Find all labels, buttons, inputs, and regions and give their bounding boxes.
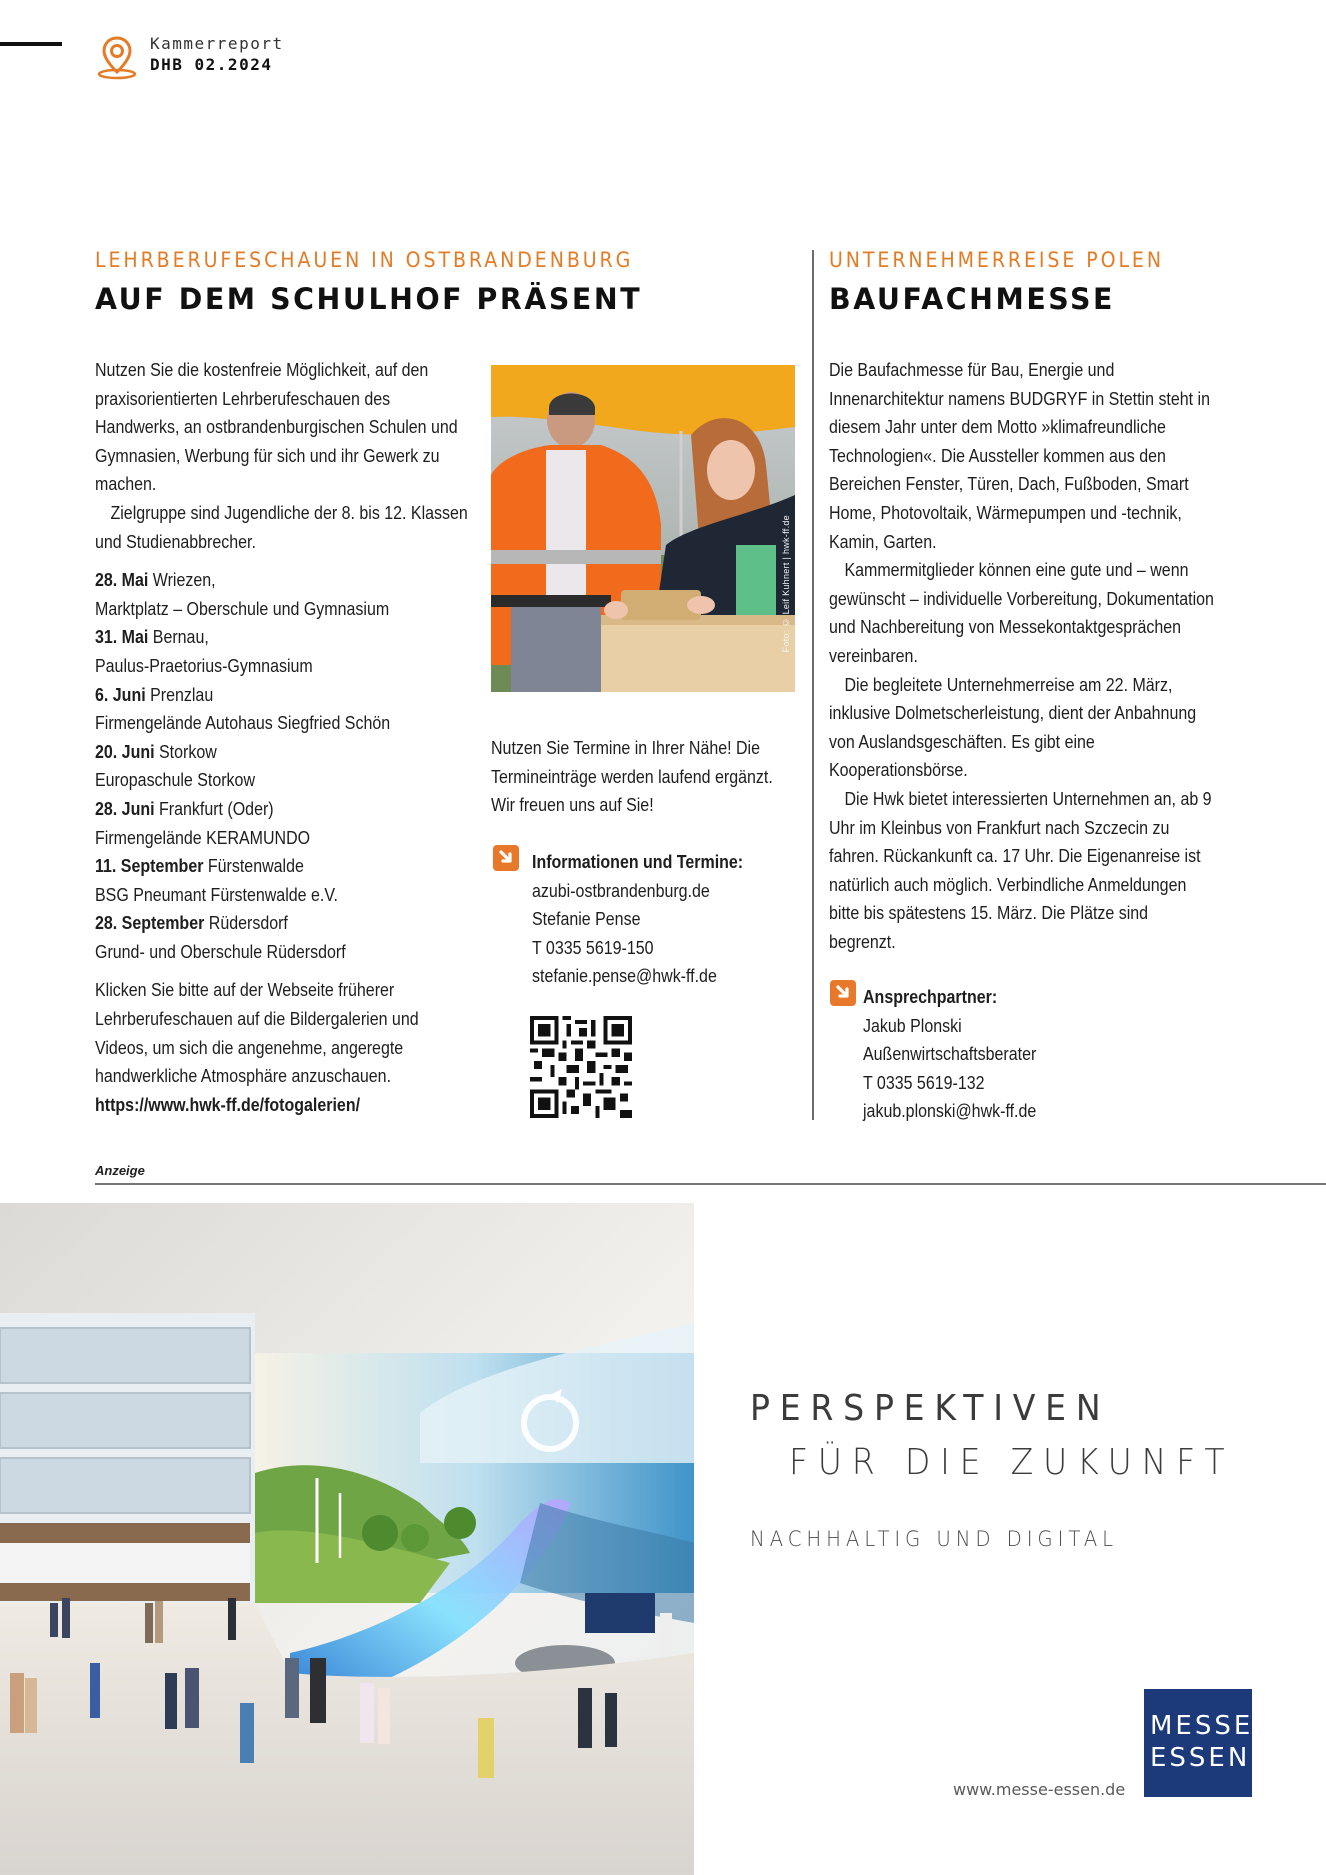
ad-url[interactable]: www.messe-essen.de — [953, 1780, 1126, 1799]
location-pin-icon — [96, 34, 138, 80]
right-article-label: UNTERNEHMERREISE POLEN — [829, 248, 1164, 272]
event-item — [95, 852, 473, 881]
event-date: 31. Mai — [95, 626, 149, 648]
paragraph: Die Hwk bietet interessierten Unternehmen an, ab 9 Uhr im Kleinbus von Frankfurt nach Szczecin zu fahren. Rückankunft ca. 17 Uhr. Die Eigenanreise ist natürlich auch möglich. Verbindliche Anmeldungen bitte bis spätestens 15. März. Die Plätze sind begrenzt. — [829, 787, 1212, 952]
info-block — [532, 848, 790, 991]
contact-heading: Ansprechpartner: — [863, 986, 998, 1007]
event-city: Fürstenwalde — [207, 855, 304, 877]
ad-headline-line-2: FÜR DIE ZUKUNFT — [789, 1442, 1235, 1483]
event-city: Bernau, — [152, 626, 209, 648]
event-venue: Grund- und Oberschule Rüdersdorf — [95, 940, 346, 962]
ad-rule — [95, 1183, 1326, 1185]
event-venue: Paulus-Praetorius-Gymnasium — [95, 654, 313, 676]
left-article-body — [95, 356, 473, 1119]
event-item — [95, 795, 473, 824]
paragraph: Kammermitglieder können eine gute und – wenn gewünscht – individuelle Vorbereitung, Dokumentation und Nachbereitung von Messekontaktgesprächen vereinbaren. — [829, 559, 1214, 666]
contact-email[interactable]: jakub.plonski@hwk-ff.de — [863, 1100, 1037, 1122]
event-venue: Firmengelände KERAMUNDO — [95, 826, 311, 848]
info-website[interactable]: azubi-ostbrandenburg.de — [532, 879, 710, 901]
outro-paragraph: Klicken Sie bitte auf der Webseite früherer Lehrberufeschauen auf die Bildergalerien und Videos, um sich die angenehme, angeregte handwerkliche Atmosphäre anzuschauen. — [95, 979, 419, 1087]
issue-label: DHB 02.2024 — [150, 55, 273, 74]
messe-essen-logo — [1144, 1689, 1252, 1797]
event-city: Storkow — [159, 740, 217, 762]
left-article-title: AUF DEM SCHULHOF PRÄSENT — [95, 282, 643, 316]
section-kicker: Kammerreport — [150, 34, 284, 53]
event-date: 28. Mai — [95, 569, 149, 591]
event-city: Frankfurt (Oder) — [159, 797, 274, 819]
event-item — [95, 681, 473, 710]
event-date: 28. September — [95, 912, 205, 934]
event-date: 20. Juni — [95, 740, 155, 762]
intro-paragraph: Nutzen Sie die kostenfreie Möglichkeit, auf den praxisorientierten Lehrberufeschauen des Handwerks, an ostbrandenburgischen Schulen und Gymnasien, Werbung für sich und ihr Gewerk zu machen. — [95, 359, 458, 495]
event-list — [95, 566, 473, 966]
contact-block — [863, 983, 1121, 1126]
event-venue: Firmengelände Autohaus Siegfried Schön — [95, 712, 391, 734]
event-item — [95, 909, 473, 938]
event-city: Wriezen, — [152, 569, 216, 591]
event-item — [95, 623, 473, 652]
logo-line-2: ESSEN — [1150, 1743, 1251, 1773]
event-city: Prenzlau — [150, 683, 214, 705]
right-article-body — [829, 356, 1216, 956]
event-date: 28. Juni — [95, 797, 155, 819]
event-date: 6. Juni — [95, 683, 146, 705]
arrow-box-icon — [493, 845, 519, 871]
target-group-paragraph: Zielgruppe sind Jugendliche der 8. bis 12. Klassen und Studienabbrecher. — [95, 501, 468, 552]
column-divider — [812, 250, 814, 1120]
event-venue: Marktplatz – Oberschule und Gymnasium — [95, 597, 390, 619]
event-city: Rüdersdorf — [208, 912, 288, 934]
middle-note — [491, 734, 792, 820]
event-item — [95, 738, 473, 767]
info-phone: T 0335 5619-150 — [532, 936, 654, 958]
photo-credit: Foto: © Leif Kuhnert | hwk-ff.de — [781, 514, 791, 652]
info-contact-name: Stefanie Pense — [532, 908, 641, 930]
event-item — [95, 566, 473, 595]
paragraph: Die begleitete Unternehmerreise am 22. März, inklusive Dolmetscherleistung, dient der Anbahnung von Auslandsgeschäften. Es gibt eine Kooperationsbörse. — [829, 673, 1197, 781]
gallery-link[interactable]: https://www.hwk-ff.de/fotogalerien/ — [95, 1093, 361, 1115]
left-article-label: LEHRBERUFESCHAUEN IN OSTBRANDENBURG — [95, 248, 634, 272]
event-venue: BSG Pneumant Fürstenwalde e.V. — [95, 883, 338, 905]
page-header — [96, 34, 284, 80]
contact-phone: T 0335 5619-132 — [863, 1071, 985, 1093]
contact-name: Jakub Plonski — [863, 1014, 962, 1036]
article-photo — [491, 365, 795, 692]
info-heading: Informationen und Termine: — [532, 851, 744, 872]
ad-subline: NACHHALTIG UND DIGITAL — [750, 1527, 1119, 1551]
logo-line-1: MESSE — [1150, 1711, 1254, 1741]
ad-image — [0, 1203, 694, 1875]
event-venue: Europaschule Storkow — [95, 769, 256, 791]
ad-label: Anzeige — [95, 1163, 145, 1178]
event-date: 11. September — [95, 855, 204, 877]
qr-code-icon[interactable] — [530, 1016, 632, 1118]
arrow-box-icon — [830, 980, 856, 1006]
contact-role: Außenwirtschaftsberater — [863, 1043, 1037, 1065]
right-article-title: BAUFACHMESSE — [829, 282, 1116, 316]
ad-headline-line-1: PERSPEKTIVEN — [750, 1388, 1111, 1429]
termine-note: Nutzen Sie Termine in Ihrer Nähe! Die Termineinträge werden laufend ergänzt. Wir freuen uns auf Sie! — [491, 737, 773, 816]
paragraph: Die Baufachmesse für Bau, Energie und Innenarchitektur namens BUDGRYF in Stettin steht in diesem Jahr unter dem Motto »klimafreundliche Technologien«. Die Aussteller kommen aus den Bereichen Fenster, Türen, Dach, Fußboden, Smart Home, Photovoltaik, Wärmepumpen und -technik, Kamin, Garten. — [829, 359, 1211, 552]
ad-illustration — [0, 1203, 694, 1875]
info-email[interactable]: stefanie.pense@hwk-ff.de — [532, 965, 717, 987]
photo-illustration — [491, 365, 795, 692]
top-rule — [0, 42, 62, 46]
